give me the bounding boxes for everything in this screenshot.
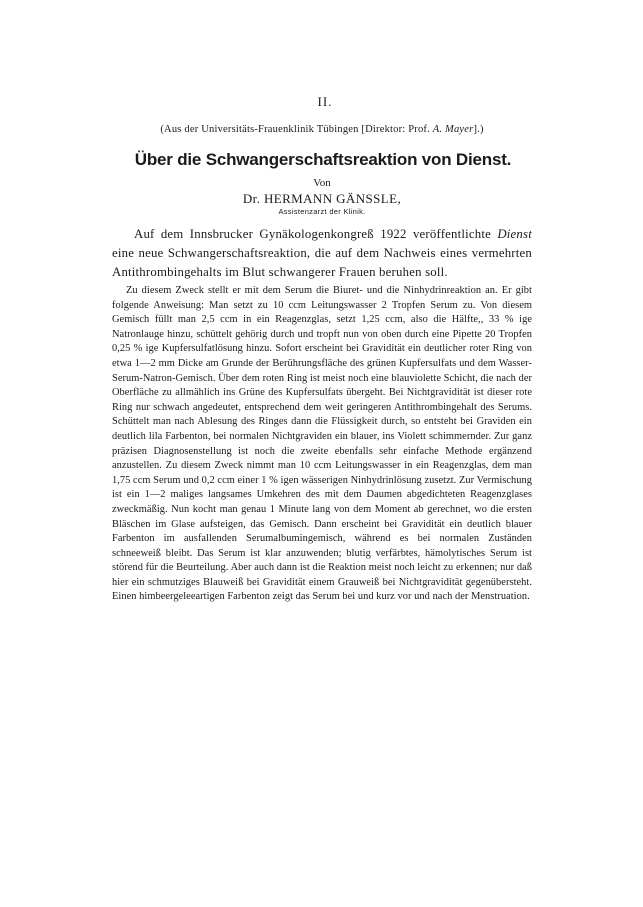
by-line: Von bbox=[313, 177, 331, 189]
lead-text-start: Auf dem Innsbrucker Gynäkologenkongreß 1922 veröffentlichte bbox=[134, 227, 492, 241]
lead-text-end: eine neue Schwangerschaftsreaktion, die auf dem Nachweis eines vermehrten Antithrombingehalts im Blut schwangerer Frauen beruhen soll. bbox=[112, 246, 532, 279]
origin-note bbox=[96, 124, 548, 135]
body-paragraph: Zu diesem Zweck stellt er mit dem Serum die Biuret- und die Ninhydrinreaktion an. Er gibt folgende Anweisung: Man setzt zu 10 ccm Leitungswasser 2 Tropfen Serum zu. Von diesem Gemisch füllt man 2,5 ccm in ein Reagenzglas, setzt 1,25 ccm, also die Hälfte,, 33 % ige Natronlauge hinzu, schüttelt gehörig durch und tropft nun von oben durch eine Pipette 20 Tropfen 0,25 % ige Kupfersulfatlösung hinzu. Sofort erscheint bei Gravidität ein deutlicher roter Ring von etwa 1—2 mm Dicke am Grunde der Berührungsfläche des grünen Kupfersulfats und dem Wasser-Serum-Natron-Gemisch. Über dem roten Ring ist meist noch eine blauviolette Schicht, die nach der Oberfläche zu allmählich ins Grüne des Kupfersulfats übergeht. Bei Nichtgravidität ist dieser rote Ring nur schwach angedeutet, entsprechend dem weit geringeren Antithrombingehalt des Serums. Schüttelt man nach Ablesung des Ringes dann die Flüssigkeit durch, so entsteht bei Graviden ein deutlich lila Farbenton, bei normalen Nichtgraviden ein blauer, ins Violett schimmernder. Zur ganz präzisen Diagnosenstellung ist noch die zweite ebenfalls sehr einfache Methode ergänzend anzustellen. Zu diesem Zweck nimmt man 10 ccm Leitungswasser in ein Reagenzglas, dem man 1,75 ccm Serum und 0,2 ccm einer 1 % igen wässerigen Ninhydrinlösung zusetzt. Zur Vermischung ist ein 1—2 maliges langsames Umkehren des mit dem Daumen abgedichteten Reagenzglases zweckmäßig. Nun kocht man genau 1 Minute lang von dem Moment ab gerechnet, wo die ersten Bläschen im Glase aufsteigen, das Gemisch. Dann erscheint bei Gravidität ein deutlich blauer Farbenton im ausfallenden Serumalbumingemisch, während es bei normalen Zuständen schneeweiß bleibt. Das Serum ist klar anzuwenden; blutig verfärbtes, hämolytisches Serum ist störend für die Beurteilung. Aber auch dann ist die Reaktion meist noch leicht zu erkennen; nur daß hier ein schmutziges Blauweiß bei Gravidität einem Grauweiß bei Nichtgravidität gegenübersteht. Einen himbeergeleeartigen Farbenton zeigt das Serum bei und kurz vor und nach der Menstruation. bbox=[112, 285, 532, 603]
author-name: Dr. HERMANN GÄNSSLE, bbox=[242, 191, 402, 206]
article-page bbox=[112, 94, 532, 605]
article-title: Über die Schwangerschaftsreaktion von Dienst. bbox=[134, 150, 512, 169]
author-role: Assistenzarzt der Klinik. bbox=[278, 207, 366, 216]
section-number: II. bbox=[317, 94, 333, 109]
origin-note-prefix: (Aus der Universitäts-Frauenklinik Tübingen [Direktor: Prof. bbox=[160, 124, 430, 135]
origin-note-suffix: ].) bbox=[473, 124, 484, 135]
director-name: A. Mayer bbox=[432, 124, 474, 135]
lead-author-reference: Dienst bbox=[497, 227, 532, 241]
lead-paragraph bbox=[112, 225, 532, 282]
